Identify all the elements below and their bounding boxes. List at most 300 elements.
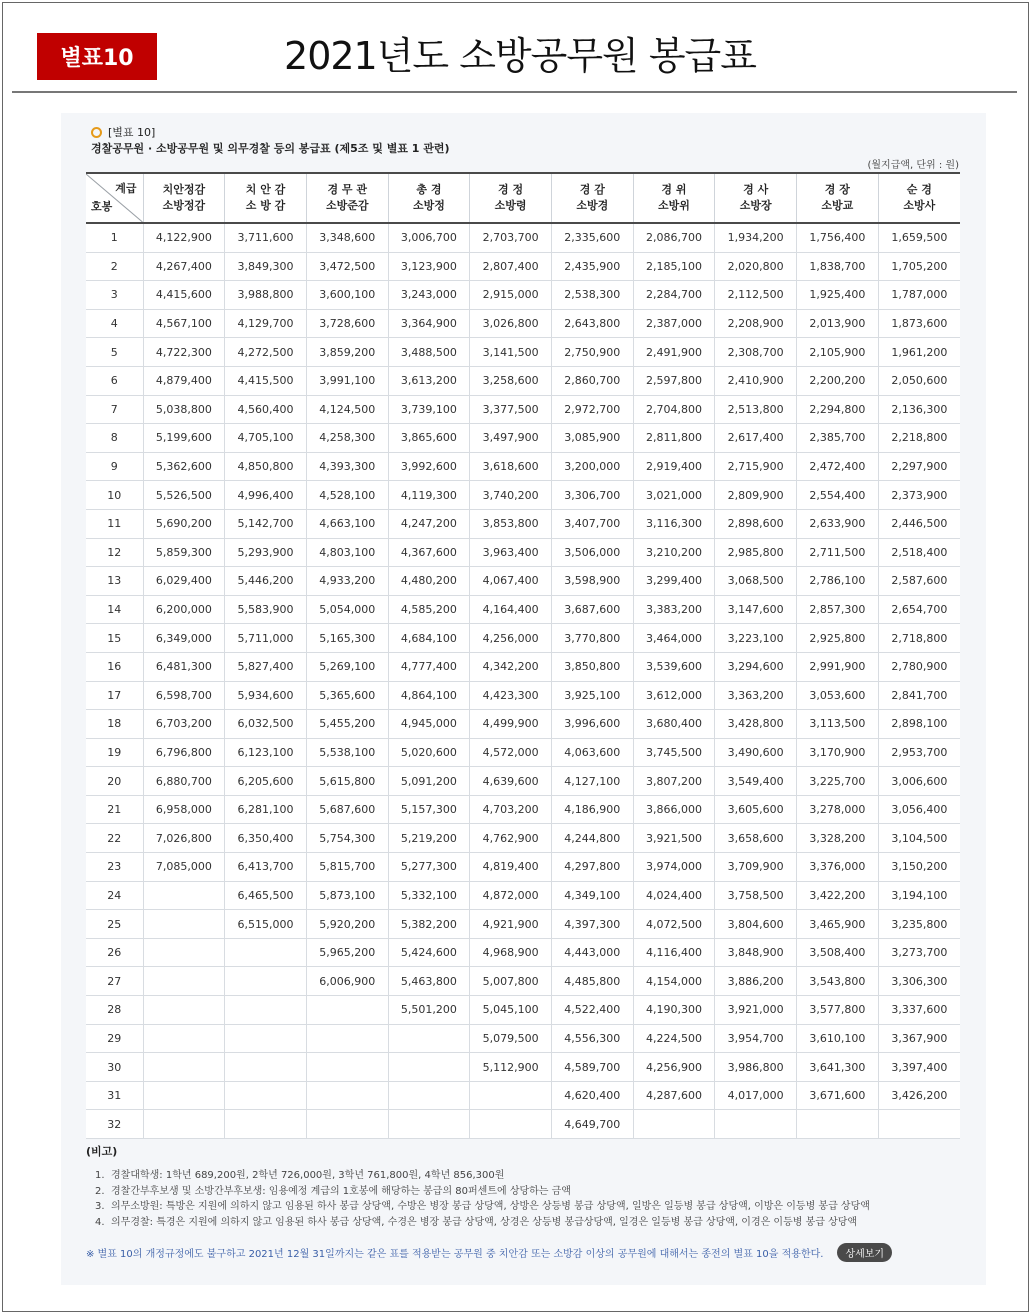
salary-cell: 4,124,500 bbox=[306, 395, 388, 424]
salary-cell bbox=[143, 1081, 225, 1110]
salary-cell: 3,376,000 bbox=[797, 853, 879, 882]
salary-cell: 2,105,900 bbox=[797, 338, 879, 367]
salary-cell: 2,538,300 bbox=[551, 281, 633, 310]
salary-cell: 6,205,600 bbox=[225, 767, 307, 796]
salary-cell: 2,284,700 bbox=[633, 281, 715, 310]
fire-rank: 소방령 bbox=[494, 199, 527, 212]
salary-cell: 5,711,000 bbox=[225, 624, 307, 653]
salary-cell bbox=[143, 1024, 225, 1053]
salary-cell: 3,428,800 bbox=[715, 710, 797, 739]
salary-cell: 6,481,300 bbox=[143, 652, 225, 681]
salary-cell: 3,671,600 bbox=[797, 1081, 879, 1110]
salary-cell: 2,617,400 bbox=[715, 424, 797, 453]
salary-cell: 2,410,900 bbox=[715, 366, 797, 395]
salary-cell: 5,538,100 bbox=[306, 738, 388, 767]
appendix-badge: 별표10 bbox=[37, 33, 157, 80]
police-rank: 경 장 bbox=[824, 183, 850, 196]
corner-step-label: 호봉 bbox=[91, 200, 113, 213]
salary-cell: 5,165,300 bbox=[306, 624, 388, 653]
salary-cell: 6,796,800 bbox=[143, 738, 225, 767]
step-cell: 14 bbox=[86, 595, 143, 624]
salary-cell: 2,841,700 bbox=[878, 681, 960, 710]
salary-cell: 3,490,600 bbox=[715, 738, 797, 767]
salary-cell: 2,750,900 bbox=[551, 338, 633, 367]
salary-cell: 6,413,700 bbox=[225, 853, 307, 882]
step-cell: 32 bbox=[86, 1110, 143, 1139]
step-cell: 21 bbox=[86, 795, 143, 824]
salary-cell: 2,554,400 bbox=[797, 481, 879, 510]
salary-cell bbox=[225, 967, 307, 996]
salary-cell: 4,499,900 bbox=[470, 710, 552, 739]
salary-cell: 5,020,600 bbox=[388, 738, 470, 767]
salary-cell: 2,218,800 bbox=[878, 424, 960, 453]
salary-cell: 1,705,200 bbox=[878, 252, 960, 281]
salary-cell: 3,348,600 bbox=[306, 223, 388, 252]
salary-cell bbox=[306, 1110, 388, 1139]
salary-cell: 2,297,900 bbox=[878, 452, 960, 481]
salary-cell bbox=[143, 881, 225, 910]
salary-cell: 6,032,500 bbox=[225, 710, 307, 739]
salary-cell: 5,815,700 bbox=[306, 853, 388, 882]
salary-cell: 2,953,700 bbox=[878, 738, 960, 767]
salary-cell: 4,119,300 bbox=[388, 481, 470, 510]
salary-cell: 3,577,800 bbox=[797, 996, 879, 1025]
police-rank: 경 무 관 bbox=[327, 183, 367, 196]
fire-rank: 소방정 bbox=[412, 199, 445, 212]
column-header bbox=[388, 173, 470, 223]
salary-cell: 5,091,200 bbox=[388, 767, 470, 796]
salary-cell: 3,613,200 bbox=[388, 366, 470, 395]
salary-cell: 3,549,400 bbox=[715, 767, 797, 796]
salary-cell: 3,850,800 bbox=[551, 652, 633, 681]
salary-cell: 4,017,000 bbox=[715, 1081, 797, 1110]
salary-cell: 6,958,000 bbox=[143, 795, 225, 824]
salary-cell: 6,006,900 bbox=[306, 967, 388, 996]
salary-cell bbox=[306, 1053, 388, 1082]
salary-cell: 4,639,600 bbox=[470, 767, 552, 796]
salary-cell: 3,680,400 bbox=[633, 710, 715, 739]
footnote-text: ※ 별표 10의 개정규정에도 불구하고 2021년 12월 31일까지는 같은 표를 적용받는 공무원 중 치안감 또는 소방감 이상의 공무원에 대해서는 종전의 별표 10을 적용한다. bbox=[86, 1249, 824, 1260]
salary-cell bbox=[225, 996, 307, 1025]
salary-cell: 3,488,500 bbox=[388, 338, 470, 367]
salary-cell: 4,072,500 bbox=[633, 910, 715, 939]
salary-cell: 6,350,400 bbox=[225, 824, 307, 853]
salary-cell: 3,986,800 bbox=[715, 1053, 797, 1082]
salary-cell: 1,659,500 bbox=[878, 223, 960, 252]
step-cell: 2 bbox=[86, 252, 143, 281]
salary-cell bbox=[225, 1110, 307, 1139]
salary-cell: 1,934,200 bbox=[715, 223, 797, 252]
column-header bbox=[306, 173, 388, 223]
salary-cell: 5,007,800 bbox=[470, 967, 552, 996]
salary-cell: 1,873,600 bbox=[878, 309, 960, 338]
salary-cell: 2,898,100 bbox=[878, 710, 960, 739]
salary-cell: 2,208,900 bbox=[715, 309, 797, 338]
salary-cell: 3,363,200 bbox=[715, 681, 797, 710]
note-text: 의무경찰: 특경은 지원에 의하지 않고 임용된 하사 봉급 상당액, 수경은 병장 봉급 상당액, 상경은 상등병 봉급상당액, 일경은 일등병 봉급 상당액, 이경은 이등병 봉급 상당액 bbox=[111, 1216, 858, 1228]
salary-cell: 6,598,700 bbox=[143, 681, 225, 710]
salary-cell: 2,308,700 bbox=[715, 338, 797, 367]
salary-cell: 7,026,800 bbox=[143, 824, 225, 853]
salary-cell: 2,919,400 bbox=[633, 452, 715, 481]
salary-cell: 4,528,100 bbox=[306, 481, 388, 510]
salary-cell: 4,297,800 bbox=[551, 853, 633, 882]
salary-cell: 2,711,500 bbox=[797, 538, 879, 567]
salary-cell: 3,147,600 bbox=[715, 595, 797, 624]
step-cell: 31 bbox=[86, 1081, 143, 1110]
salary-cell: 5,112,900 bbox=[470, 1053, 552, 1082]
salary-cell: 4,585,200 bbox=[388, 595, 470, 624]
salary-cell: 4,803,100 bbox=[306, 538, 388, 567]
salary-cell bbox=[633, 1110, 715, 1139]
salary-cell: 2,491,900 bbox=[633, 338, 715, 367]
police-rank: 경 위 bbox=[661, 183, 687, 196]
notes-heading: (비고) bbox=[86, 1145, 118, 1158]
salary-cell: 3,506,000 bbox=[551, 538, 633, 567]
salary-cell: 4,560,400 bbox=[225, 395, 307, 424]
salary-cell bbox=[797, 1110, 879, 1139]
table-row bbox=[86, 1081, 960, 1110]
note-number: 4. bbox=[95, 1216, 105, 1228]
salary-cell: 4,649,700 bbox=[551, 1110, 633, 1139]
step-cell: 9 bbox=[86, 452, 143, 481]
salary-cell: 4,258,300 bbox=[306, 424, 388, 453]
salary-cell: 4,485,800 bbox=[551, 967, 633, 996]
salary-cell bbox=[225, 1081, 307, 1110]
page-title: 2021년도 소방공무원 봉급표 bbox=[284, 34, 756, 78]
salary-cell: 5,526,500 bbox=[143, 481, 225, 510]
salary-cell: 2,020,800 bbox=[715, 252, 797, 281]
salary-cell bbox=[715, 1110, 797, 1139]
salary-cell: 2,335,600 bbox=[551, 223, 633, 252]
step-cell: 22 bbox=[86, 824, 143, 853]
salary-cell: 6,281,100 bbox=[225, 795, 307, 824]
salary-cell: 3,258,600 bbox=[470, 366, 552, 395]
salary-cell: 5,920,200 bbox=[306, 910, 388, 939]
fire-rank: 소방준감 bbox=[325, 199, 369, 212]
salary-cell: 5,365,600 bbox=[306, 681, 388, 710]
salary-cell: 2,718,800 bbox=[878, 624, 960, 653]
salary-cell: 3,921,000 bbox=[715, 996, 797, 1025]
police-rank: 순 경 bbox=[906, 183, 932, 196]
salary-cell: 5,382,200 bbox=[388, 910, 470, 939]
salary-cell: 3,056,400 bbox=[878, 795, 960, 824]
step-cell: 26 bbox=[86, 938, 143, 967]
column-header bbox=[633, 173, 715, 223]
fire-rank: 소방사 bbox=[903, 199, 936, 212]
salary-cell: 3,364,900 bbox=[388, 309, 470, 338]
salary-cell: 4,244,800 bbox=[551, 824, 633, 853]
salary-cell bbox=[388, 1053, 470, 1082]
salary-cell: 3,383,200 bbox=[633, 595, 715, 624]
step-cell: 3 bbox=[86, 281, 143, 310]
salary-cell: 3,299,400 bbox=[633, 567, 715, 596]
salary-cell: 3,848,900 bbox=[715, 938, 797, 967]
salary-cell: 2,050,600 bbox=[878, 366, 960, 395]
salary-cell: 2,373,900 bbox=[878, 481, 960, 510]
step-cell: 7 bbox=[86, 395, 143, 424]
salary-cell: 3,711,600 bbox=[225, 223, 307, 252]
salary-cell: 5,277,300 bbox=[388, 853, 470, 882]
salary-cell: 2,013,900 bbox=[797, 309, 879, 338]
step-cell: 30 bbox=[86, 1053, 143, 1082]
salary-cell: 3,026,800 bbox=[470, 309, 552, 338]
column-header bbox=[715, 173, 797, 223]
table-row bbox=[86, 452, 960, 481]
table-row bbox=[86, 881, 960, 910]
salary-cell: 3,859,200 bbox=[306, 338, 388, 367]
step-cell: 15 bbox=[86, 624, 143, 653]
step-cell: 4 bbox=[86, 309, 143, 338]
salary-cell: 5,332,100 bbox=[388, 881, 470, 910]
salary-cell bbox=[143, 967, 225, 996]
salary-cell: 3,804,600 bbox=[715, 910, 797, 939]
table-row bbox=[86, 938, 960, 967]
salary-cell: 3,397,400 bbox=[878, 1053, 960, 1082]
salary-cell: 2,860,700 bbox=[551, 366, 633, 395]
table-row bbox=[86, 509, 960, 538]
salary-cell: 2,654,700 bbox=[878, 595, 960, 624]
table-row bbox=[86, 967, 960, 996]
salary-cell: 4,703,200 bbox=[470, 795, 552, 824]
salary-cell: 2,112,500 bbox=[715, 281, 797, 310]
corner-rank-label: 계급 bbox=[115, 182, 137, 195]
salary-cell: 4,267,400 bbox=[143, 252, 225, 281]
salary-cell: 3,141,500 bbox=[470, 338, 552, 367]
salary-cell: 3,745,500 bbox=[633, 738, 715, 767]
salary-cell bbox=[143, 1053, 225, 1082]
salary-cell: 2,294,800 bbox=[797, 395, 879, 424]
salary-cell: 2,972,700 bbox=[551, 395, 633, 424]
table-row bbox=[86, 309, 960, 338]
salary-cell: 4,872,000 bbox=[470, 881, 552, 910]
salary-cell: 4,129,700 bbox=[225, 309, 307, 338]
step-cell: 27 bbox=[86, 967, 143, 996]
salary-cell: 4,247,200 bbox=[388, 509, 470, 538]
salary-cell: 3,925,100 bbox=[551, 681, 633, 710]
salary-cell: 2,809,900 bbox=[715, 481, 797, 510]
column-header bbox=[551, 173, 633, 223]
salary-cell bbox=[878, 1110, 960, 1139]
police-rank: 경 사 bbox=[743, 183, 769, 196]
salary-cell: 6,515,000 bbox=[225, 910, 307, 939]
fire-rank: 소방장 bbox=[739, 199, 772, 212]
salary-cell bbox=[388, 1024, 470, 1053]
salary-cell: 4,684,100 bbox=[388, 624, 470, 653]
table-row bbox=[86, 595, 960, 624]
table-row bbox=[86, 767, 960, 796]
salary-cell: 2,472,400 bbox=[797, 452, 879, 481]
table-row bbox=[86, 281, 960, 310]
salary-cell: 5,269,100 bbox=[306, 652, 388, 681]
header-row bbox=[86, 173, 960, 223]
salary-cell: 3,600,100 bbox=[306, 281, 388, 310]
salary-cell: 5,446,200 bbox=[225, 567, 307, 596]
salary-cell: 5,583,900 bbox=[225, 595, 307, 624]
police-rank: 총 경 bbox=[416, 183, 442, 196]
salary-cell: 5,045,100 bbox=[470, 996, 552, 1025]
salary-cell bbox=[306, 996, 388, 1025]
note-text: 경찰대학생: 1학년 689,200원, 2학년 726,000원, 3학년 761,800원, 4학년 856,300원 bbox=[111, 1170, 505, 1181]
salary-cell: 3,053,600 bbox=[797, 681, 879, 710]
salary-cell: 3,991,100 bbox=[306, 366, 388, 395]
salary-cell: 3,921,500 bbox=[633, 824, 715, 853]
step-cell: 17 bbox=[86, 681, 143, 710]
salary-cell: 3,728,600 bbox=[306, 309, 388, 338]
salary-cell: 3,465,900 bbox=[797, 910, 879, 939]
salary-cell: 3,963,400 bbox=[470, 538, 552, 567]
note-text: 의무소방원: 특방은 지원에 의하지 않고 임용된 하사 봉급 상당액, 수방은 병장 봉급 상당액, 상방은 상등병 봉급 상당액, 일방은 일등병 봉급 상당액, 이방은 이등병 봉급 상당액 bbox=[111, 1201, 870, 1212]
salary-cell: 3,709,900 bbox=[715, 853, 797, 882]
salary-cell: 2,643,800 bbox=[551, 309, 633, 338]
salary-cell: 3,104,500 bbox=[878, 824, 960, 853]
salary-cell: 5,293,900 bbox=[225, 538, 307, 567]
salary-cell: 3,170,900 bbox=[797, 738, 879, 767]
police-rank: 치안정감 bbox=[162, 183, 206, 196]
salary-cell bbox=[225, 938, 307, 967]
salary-cell: 3,988,800 bbox=[225, 281, 307, 310]
salary-cell: 5,827,400 bbox=[225, 652, 307, 681]
salary-cell: 5,142,700 bbox=[225, 509, 307, 538]
step-cell: 18 bbox=[86, 710, 143, 739]
note-text: 경찰간부후보생 및 소방간부후보생: 임용예정 계급의 1호봉에 해당하는 봉급의 80퍼센트에 상당하는 금액 bbox=[111, 1185, 571, 1197]
table-row bbox=[86, 366, 960, 395]
salary-table-body bbox=[86, 223, 960, 1139]
salary-cell: 5,079,500 bbox=[470, 1024, 552, 1053]
step-cell: 23 bbox=[86, 853, 143, 882]
salary-cell: 5,965,200 bbox=[306, 938, 388, 967]
table-row bbox=[86, 652, 960, 681]
salary-cell bbox=[143, 938, 225, 967]
salary-cell: 4,393,300 bbox=[306, 452, 388, 481]
salary-cell: 4,127,100 bbox=[551, 767, 633, 796]
salary-cell: 4,256,900 bbox=[633, 1053, 715, 1082]
column-header bbox=[225, 173, 307, 223]
fire-rank: 소방위 bbox=[658, 199, 690, 212]
salary-cell: 5,690,200 bbox=[143, 509, 225, 538]
table-row bbox=[86, 567, 960, 596]
column-header bbox=[797, 173, 879, 223]
salary-cell: 2,587,600 bbox=[878, 567, 960, 596]
salary-cell: 2,200,200 bbox=[797, 366, 879, 395]
salary-cell: 4,762,900 bbox=[470, 824, 552, 853]
salary-cell bbox=[143, 910, 225, 939]
salary-cell: 5,859,300 bbox=[143, 538, 225, 567]
salary-cell bbox=[470, 1081, 552, 1110]
table-row bbox=[86, 338, 960, 367]
table-row bbox=[86, 223, 960, 252]
salary-cell: 3,021,000 bbox=[633, 481, 715, 510]
step-cell: 13 bbox=[86, 567, 143, 596]
step-cell: 6 bbox=[86, 366, 143, 395]
salary-cell bbox=[306, 1024, 388, 1053]
salary-cell bbox=[388, 1081, 470, 1110]
salary-cell: 2,703,700 bbox=[470, 223, 552, 252]
note-number: 3. bbox=[95, 1201, 105, 1212]
table-row bbox=[86, 738, 960, 767]
salary-cell: 5,054,000 bbox=[306, 595, 388, 624]
salary-cell: 3,539,600 bbox=[633, 652, 715, 681]
salary-cell: 3,605,600 bbox=[715, 795, 797, 824]
salary-cell: 4,879,400 bbox=[143, 366, 225, 395]
salary-cell: 3,687,600 bbox=[551, 595, 633, 624]
salary-cell: 3,377,500 bbox=[470, 395, 552, 424]
salary-cell: 3,658,600 bbox=[715, 824, 797, 853]
salary-table bbox=[86, 172, 960, 1139]
table-row bbox=[86, 795, 960, 824]
salary-cell: 4,945,000 bbox=[388, 710, 470, 739]
note-item bbox=[95, 1215, 870, 1231]
salary-cell: 4,921,900 bbox=[470, 910, 552, 939]
step-cell: 19 bbox=[86, 738, 143, 767]
salary-cell: 3,740,200 bbox=[470, 481, 552, 510]
table-row bbox=[86, 538, 960, 567]
salary-cell: 4,024,400 bbox=[633, 881, 715, 910]
salary-cell: 1,925,400 bbox=[797, 281, 879, 310]
salary-cell: 3,508,400 bbox=[797, 938, 879, 967]
table-row bbox=[86, 824, 960, 853]
salary-cell: 3,954,700 bbox=[715, 1024, 797, 1053]
salary-cell: 2,597,800 bbox=[633, 366, 715, 395]
salary-cell bbox=[225, 1024, 307, 1053]
salary-cell: 4,819,400 bbox=[470, 853, 552, 882]
salary-table-header bbox=[86, 173, 960, 223]
salary-cell: 3,123,900 bbox=[388, 252, 470, 281]
notes-list bbox=[95, 1168, 870, 1230]
salary-cell: 6,349,000 bbox=[143, 624, 225, 653]
table-row bbox=[86, 624, 960, 653]
step-cell: 25 bbox=[86, 910, 143, 939]
salary-cell: 3,113,500 bbox=[797, 710, 879, 739]
salary-cell: 5,754,300 bbox=[306, 824, 388, 853]
salary-cell: 2,704,800 bbox=[633, 395, 715, 424]
step-cell: 28 bbox=[86, 996, 143, 1025]
salary-cell: 6,880,700 bbox=[143, 767, 225, 796]
table-row bbox=[86, 424, 960, 453]
salary-cell: 3,996,600 bbox=[551, 710, 633, 739]
salary-cell: 3,235,800 bbox=[878, 910, 960, 939]
salary-cell: 2,086,700 bbox=[633, 223, 715, 252]
salary-cell: 3,464,000 bbox=[633, 624, 715, 653]
step-cell: 12 bbox=[86, 538, 143, 567]
salary-cell: 3,337,600 bbox=[878, 996, 960, 1025]
salary-cell: 4,397,300 bbox=[551, 910, 633, 939]
salary-cell: 4,567,100 bbox=[143, 309, 225, 338]
salary-cell: 3,407,700 bbox=[551, 509, 633, 538]
salary-cell: 6,200,000 bbox=[143, 595, 225, 624]
salary-cell: 3,849,300 bbox=[225, 252, 307, 281]
salary-cell: 4,663,100 bbox=[306, 509, 388, 538]
salary-cell: 5,615,800 bbox=[306, 767, 388, 796]
step-cell: 10 bbox=[86, 481, 143, 510]
salary-cell: 1,838,700 bbox=[797, 252, 879, 281]
table-row bbox=[86, 853, 960, 882]
salary-cell: 4,186,900 bbox=[551, 795, 633, 824]
salary-cell: 5,463,800 bbox=[388, 967, 470, 996]
salary-cell: 3,426,200 bbox=[878, 1081, 960, 1110]
note-item bbox=[95, 1168, 870, 1184]
table-row bbox=[86, 996, 960, 1025]
salary-cell: 4,933,200 bbox=[306, 567, 388, 596]
salary-cell: 3,758,500 bbox=[715, 881, 797, 910]
detail-button[interactable]: 상세보기 bbox=[837, 1243, 892, 1262]
corner-cell bbox=[86, 173, 143, 223]
salary-cell: 1,787,000 bbox=[878, 281, 960, 310]
salary-cell: 2,857,300 bbox=[797, 595, 879, 624]
salary-cell: 3,739,100 bbox=[388, 395, 470, 424]
salary-cell: 4,067,400 bbox=[470, 567, 552, 596]
salary-cell bbox=[143, 1110, 225, 1139]
